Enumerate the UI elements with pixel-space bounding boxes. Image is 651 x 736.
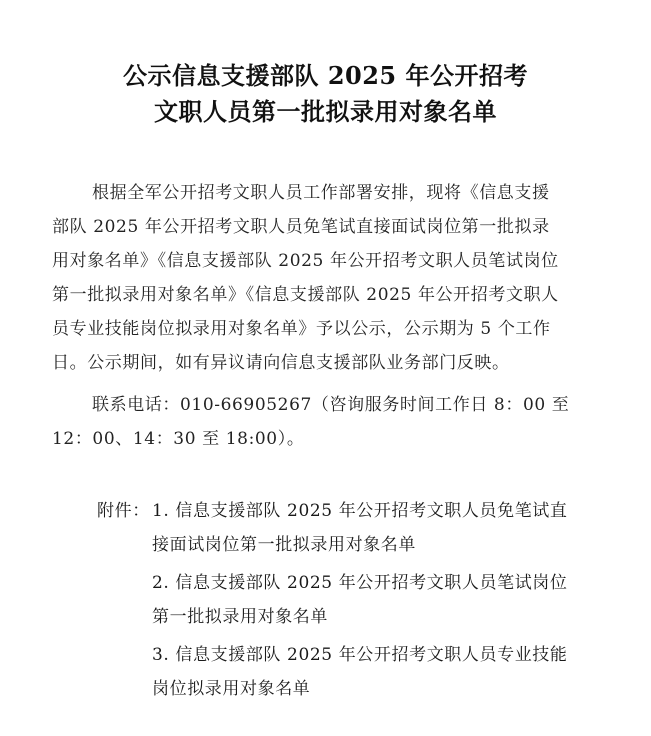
paragraph-line: 日。公示期间，如有异议请向信息支援部队业务部门反映。 bbox=[52, 353, 510, 373]
paragraph-line: 第一批拟录用对象名单》《信息支援部队 2025 年公开招考文职人 bbox=[52, 285, 559, 305]
paragraph-line: 根据全军公开招考文职人员工作部署安排，现将《信息支援 bbox=[92, 183, 550, 203]
attachment-item-2-line-2: 第一批拟录用对象名单 bbox=[152, 607, 328, 627]
contact-line: 12：00、14：30 至 18:00）。 bbox=[52, 429, 305, 449]
attachment-item-1-line-1: 1. 信息支援部队 2025 年公开招考文职人员免笔试直 bbox=[152, 501, 568, 521]
paragraph-line: 员专业技能岗位拟录用对象名单》予以公示，公示期为 5 个工作 bbox=[52, 319, 551, 339]
document-title-line-2: 文职人员第一批拟录用对象名单 bbox=[154, 97, 497, 126]
attachment-item-2-line-1: 2. 信息支援部队 2025 年公开招考文职人员笔试岗位 bbox=[152, 573, 568, 593]
attachment-item-3-line-2: 岗位拟录用对象名单 bbox=[152, 679, 311, 699]
attachment-item-3-line-1: 3. 信息支援部队 2025 年公开招考文职人员专业技能 bbox=[152, 645, 568, 665]
attachment-item-1-line-2: 接面试岗位第一批拟录用对象名单 bbox=[152, 535, 416, 555]
document-title-line-1: 公示信息支援部队 2025 年公开招考 bbox=[122, 61, 528, 90]
attachments-label: 附件： bbox=[97, 501, 150, 521]
paragraph-line: 用对象名单》《信息支援部队 2025 年公开招考文职人员笔试岗位 bbox=[52, 251, 559, 271]
paragraph-line: 部队 2025 年公开招考文职人员免笔试直接面试岗位第一批拟录 bbox=[52, 217, 550, 237]
contact-line: 联系电话：010-66905267（咨询服务时间工作日 8：00 至 bbox=[92, 395, 570, 415]
